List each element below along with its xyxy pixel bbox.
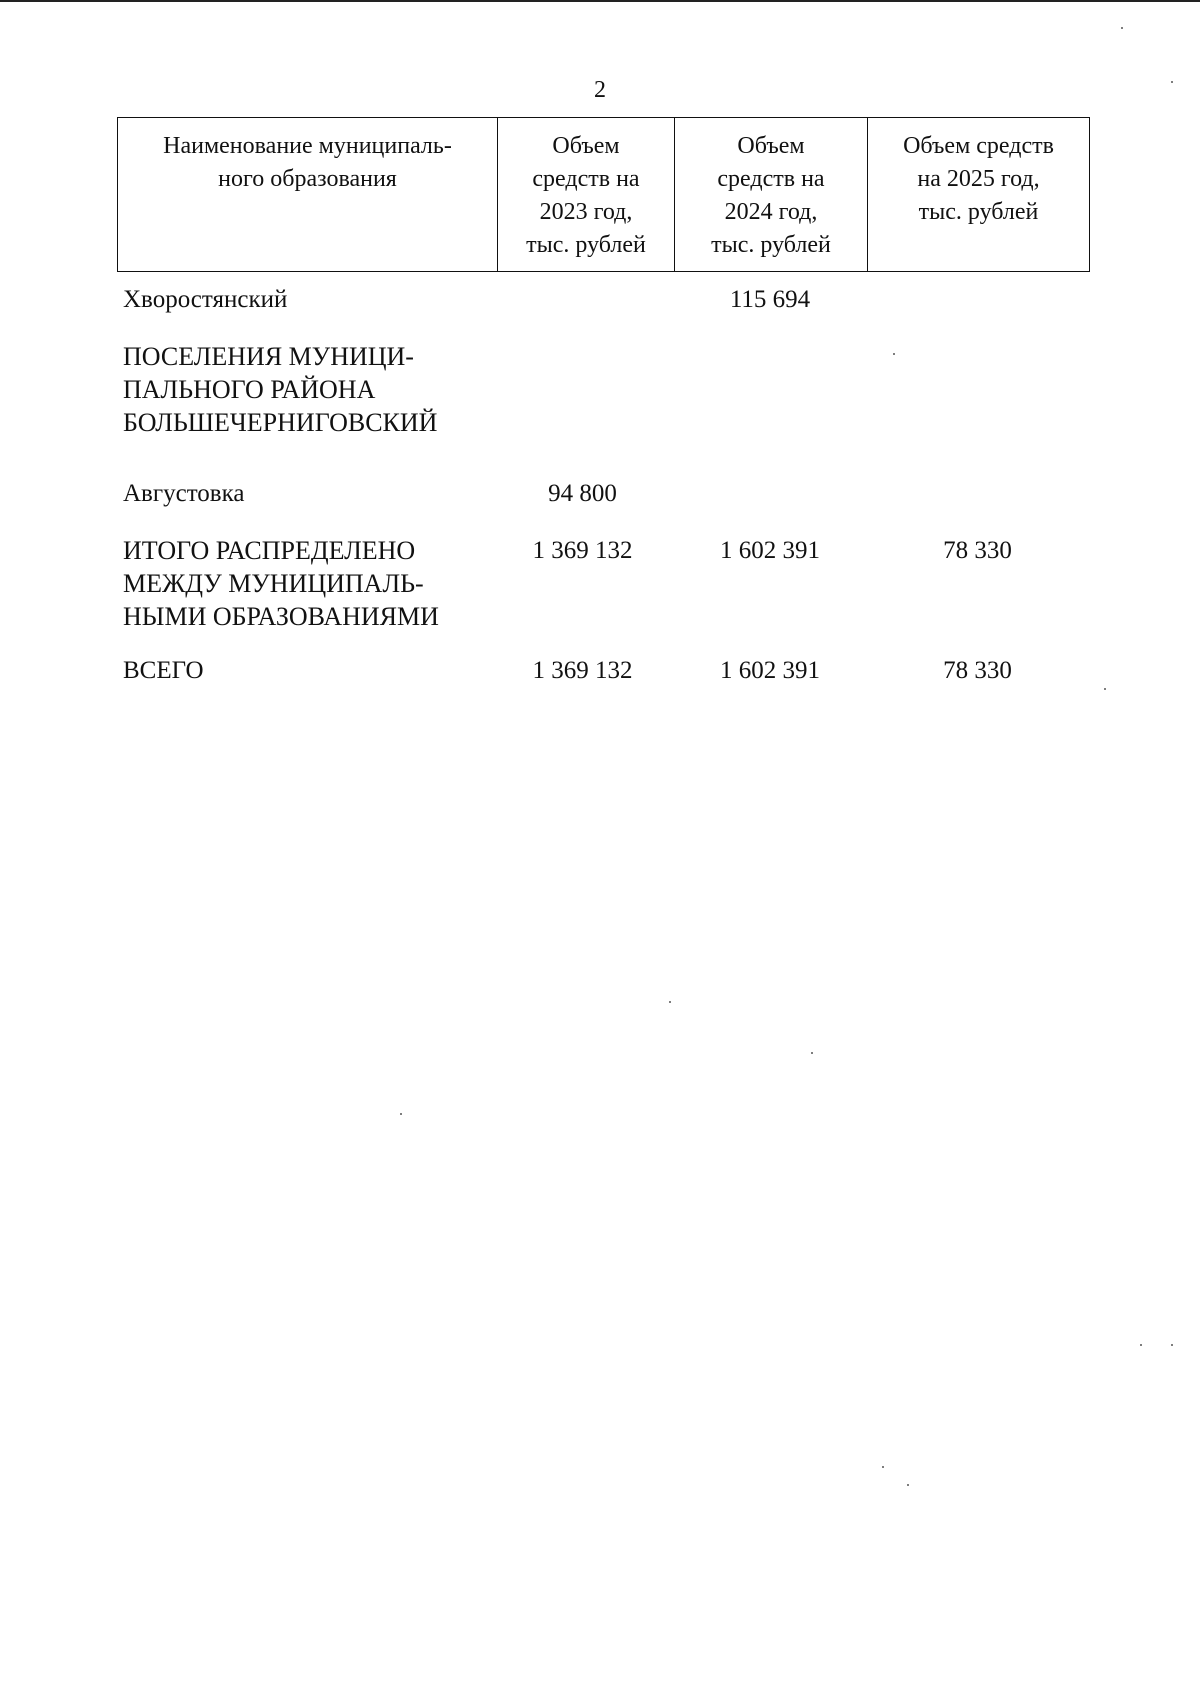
row-name: Августовка <box>123 480 245 507</box>
scan-speck <box>1171 81 1173 83</box>
section-name: ПОСЕЛЕНИЯ МУНИЦИ- ПАЛЬНОГО РАЙОНА БОЛЬШЕЧЕРНИГОВСКИЙ <box>123 342 438 437</box>
scan-speck <box>400 1113 402 1115</box>
scan-speck <box>882 1466 884 1468</box>
row-value-2024: 1 602 391 <box>720 657 820 684</box>
scan-speck <box>669 1001 671 1003</box>
scan-speck <box>907 1484 909 1486</box>
row-name: ВСЕГО <box>123 657 204 684</box>
top-border-line <box>0 0 1200 2</box>
row-value-2023: 1 369 132 <box>532 657 633 684</box>
scan-speck <box>1140 1344 1142 1346</box>
header-volume-2025: Объем средств на 2025 год, тыс. рублей <box>867 118 1089 271</box>
page-number: 2 <box>594 77 606 103</box>
header-municipality-name: Наименование муниципаль- ного образования <box>163 133 452 192</box>
table-header <box>117 117 1090 272</box>
row-name: ИТОГО РАСПРЕДЕЛЕНО МЕЖДУ МУНИЦИПАЛЬ- НЫМИ ОБРАЗОВАНИЯМИ <box>123 536 439 631</box>
row-value-2023: 1 369 132 <box>532 537 633 564</box>
scan-speck <box>893 353 895 355</box>
row-name: Хворостянский <box>123 286 288 313</box>
row-value-2025: 78 330 <box>943 537 1012 564</box>
row-value-2024: 115 694 <box>729 286 811 313</box>
scan-speck <box>1121 27 1123 29</box>
header-volume-2023: Объем средств на 2023 год, тыс. рублей <box>497 118 674 271</box>
row-value-2025: 78 330 <box>943 657 1012 684</box>
scan-speck <box>1171 1344 1173 1346</box>
scan-speck <box>811 1052 813 1054</box>
scan-speck <box>1104 688 1106 690</box>
row-value-2023: 94 800 <box>548 480 617 507</box>
row-value-2024: 1 602 391 <box>720 537 820 564</box>
header-volume-2024: Объем средств на 2024 год, тыс. рублей <box>674 118 867 271</box>
